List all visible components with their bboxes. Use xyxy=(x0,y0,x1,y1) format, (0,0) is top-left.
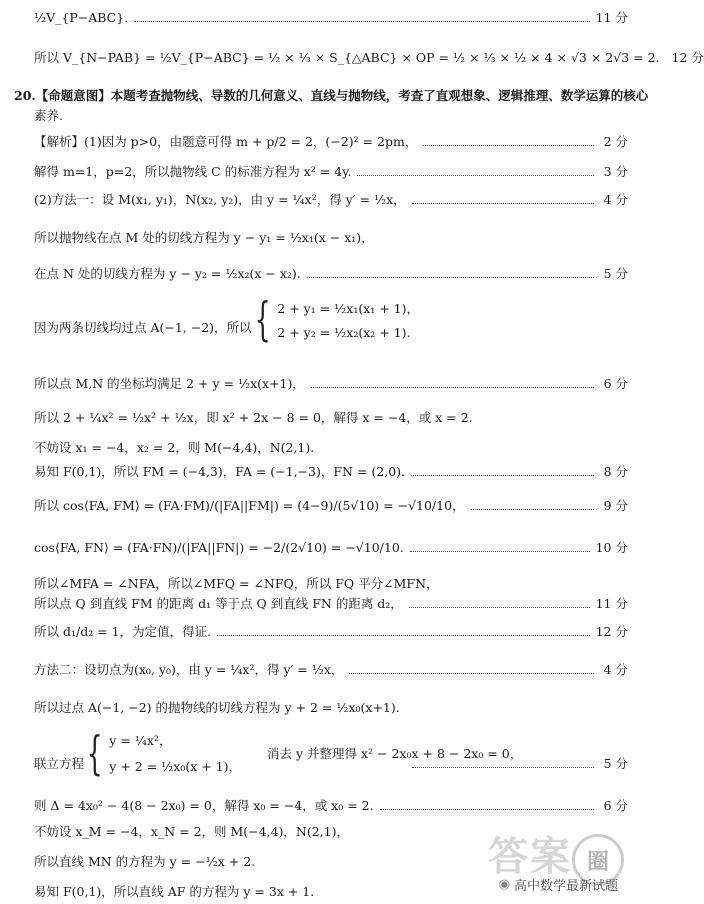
score-mark: 4 分 xyxy=(603,192,628,207)
line-text: 则 Δ = 4x₀² − 4(8 − 2x₀) = 0，解得 x₀ = −4，或 x₀ = 2. xyxy=(34,798,374,813)
wechat-icon: ◉ xyxy=(498,877,510,892)
line-text: ½V_{P−ABC}. xyxy=(34,9,129,25)
line-text: 联立方程 xyxy=(34,756,85,771)
line-12 xyxy=(34,408,628,426)
line-text: 所以直线 MN 的方程为 y = −½x + 2. xyxy=(34,854,256,869)
score-mark: 6 分 xyxy=(603,798,628,813)
line-text: 在点 N 处的切线方程为 y − y₂ = ½x₂(x − x₂). xyxy=(34,266,301,281)
line-text: 所以 cos⟨FA, FM⟩ = (FA·FM)/(|FA||FM|) = (4−9)/(5√10) = −√10/10， xyxy=(34,498,465,513)
leader-dots xyxy=(423,144,594,146)
line-8 xyxy=(34,228,628,246)
line-3 xyxy=(14,86,649,104)
system-row: 2 + y₂ = ½x₂(x₂ + 1). xyxy=(277,324,411,340)
leader-dots xyxy=(380,808,594,810)
system-row: y = ¼x²， xyxy=(109,733,172,748)
score-mark: 5 分 xyxy=(603,266,628,281)
line-17 xyxy=(34,574,628,592)
system-row: y + 2 = ½x₀(x + 1)， xyxy=(109,759,241,774)
system-tail: 消去 y 并整理得 x² − 2x₀x + 8 − 2x₀ = 0， xyxy=(267,746,523,761)
score-mark: 9 分 xyxy=(603,498,628,513)
brace-glyph: { xyxy=(86,726,103,780)
line-text: 易知 F(0,1)，所以 FM = (−4,3)，FA = (−1,−3)，FN = (2,0). xyxy=(34,464,406,479)
line-text: (2)方法一：设 M(x₁, y₁)，N(x₂, y₂)，由 y = ¼x²，得 y′ = ½x， xyxy=(34,192,406,207)
leader-dots xyxy=(349,672,594,674)
line-13 xyxy=(34,438,628,456)
line-text: 所以点 M,N 的坐标均满足 2 + y = ½x(x+1)， xyxy=(34,376,305,391)
score-mark: 11 分 xyxy=(595,10,628,25)
line-2 xyxy=(34,48,704,66)
score-mark: 11 分 xyxy=(595,596,628,611)
line-text: 易知 F(0,1)，所以直线 AF 的方程为 y = 3x + 1. xyxy=(34,884,315,899)
score-mark: 4 分 xyxy=(603,662,628,677)
line-20 xyxy=(34,660,628,678)
analysis-start: 【解析】(1)因为 p>0，由题意可得 m + p/2 = 2，(−2)² = 2pm， xyxy=(34,134,418,149)
line-21 xyxy=(34,698,628,716)
score-mark: 10 分 xyxy=(595,540,628,555)
line-text: 所以过点 A(−1, −2) 的抛物线的切线方程为 y + 2 = ½x₀(x+1). xyxy=(34,700,400,715)
line-text: 因为两条切线均过点 A(−1, −2)，所以 xyxy=(34,320,252,335)
line-text: 方法二：设切点为(x₀, y₀)，由 y = ¼x²，得 y′ = ½x， xyxy=(34,662,344,677)
score-mark: 3 分 xyxy=(603,164,628,179)
line-19 xyxy=(34,622,628,640)
line-16 xyxy=(34,538,628,556)
system-row: 2 + y₁ = ½x₁(x₁ + 1)， xyxy=(277,300,420,316)
line-7 xyxy=(34,190,628,208)
score-mark: 6 分 xyxy=(603,376,628,391)
watermark-logo: 答案 xyxy=(488,834,572,880)
line-23 xyxy=(34,796,628,814)
leader-dots xyxy=(217,634,590,636)
leader-dots xyxy=(412,202,594,204)
problem-intent: 20.【命题意图】本题考查抛物线、导数的几何意义、直线与抛物线，考查了直观想象、逻辑推理、数学运算的核心 xyxy=(14,88,649,103)
line-9 xyxy=(34,264,628,282)
score-mark: 2 分 xyxy=(603,134,628,149)
score-mark: 5 分 xyxy=(603,756,628,771)
leader-dots xyxy=(134,20,589,22)
brace-glyph: { xyxy=(254,292,271,346)
line-text: 所以 2 + ¼x² = ½x² + ½x，即 x² + 2x − 8 = 0，解得 x = −4，或 x = 2. xyxy=(34,410,473,425)
line-15 xyxy=(34,496,628,514)
line-text: 所以抛物线在点 M 处的切线方程为 y − y₁ = ½x₁(x − x₁)， xyxy=(34,230,374,245)
watermark-caption xyxy=(499,875,618,894)
equation-system-2 xyxy=(80,726,523,780)
line-text: 不妨设 x_M = −4，x_N = 2，则 M(−4,4)，N(2,1)， xyxy=(34,824,349,839)
watermark-badge: 圈 xyxy=(572,834,624,886)
score-mark: 8 分 xyxy=(603,464,628,479)
line-text: 所以 d₁/d₂ = 1，为定值，得证. xyxy=(34,624,212,639)
leader-dots xyxy=(410,550,590,552)
line-1 xyxy=(34,8,628,26)
line-14 xyxy=(34,462,628,480)
leader-dots xyxy=(357,174,594,176)
equation-system-1 xyxy=(248,292,420,346)
line-6 xyxy=(34,162,628,180)
line-5 xyxy=(34,132,628,150)
watermark xyxy=(412,836,632,900)
line-text: 所以点 Q 到直线 FM 的距离 d₁ 等于点 Q 到直线 FN 的距离 d₂， xyxy=(34,596,403,611)
line-text: 解得 m=1，p=2，所以抛物线 C 的标准方程为 x² = 4y. xyxy=(34,164,352,179)
watermark-caption-text: 高中数学最新试题 xyxy=(513,879,618,894)
line-4 xyxy=(34,106,628,124)
leader-dots xyxy=(311,386,594,388)
leader-dots xyxy=(307,276,594,278)
line-text: 素养. xyxy=(34,108,63,123)
leader-dots xyxy=(409,606,590,608)
line-18 xyxy=(34,594,628,612)
score-mark: 12 分 xyxy=(671,50,704,65)
score-mark: 12 分 xyxy=(595,624,628,639)
line-11 xyxy=(34,374,628,392)
line-text: 所以 V_{N−PAB} = ½V_{P−ABC} = ½ × ⅓ × S_{△ABC} × OP = ½ × ⅓ × ½ × 4 × √3 × 2√3 = 2. xyxy=(34,50,660,65)
line-text: cos⟨FA, FN⟩ = (FA·FN)/(|FA||FN|) = −2/(2√10) = −√10/10. xyxy=(34,539,404,555)
leader-dots xyxy=(471,508,594,510)
leader-dots xyxy=(411,474,594,476)
line-text: 所以∠MFA = ∠NFA，所以∠MFQ = ∠NFQ，所以 FQ 平分∠MFN， xyxy=(34,576,439,591)
line-text: 不妨设 x₁ = −4，x₂ = 2，则 M(−4,4)，N(2,1). xyxy=(34,440,315,455)
